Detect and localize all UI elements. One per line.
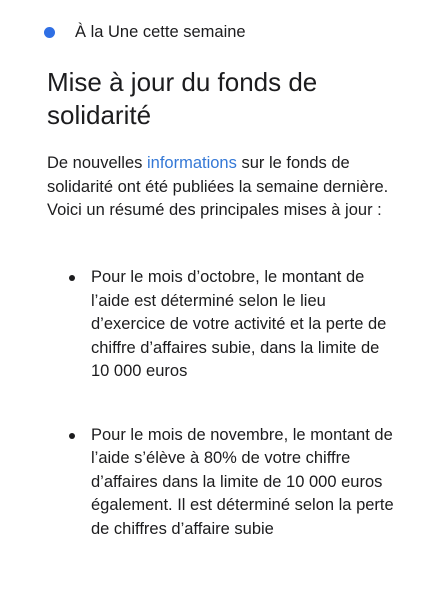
section-label: À la Une cette semaine [75, 23, 246, 41]
intro-text-start: De nouvelles [47, 154, 147, 172]
intro-text-end: sur le fonds de solidarité ont été publiées la semaine dernière. Voici un résumé des principales mises à jour : [47, 154, 389, 219]
informations-link[interactable]: informations [146, 154, 237, 172]
list-item-text: Pour le mois d’octobre, le montant de l’aide est déterminé selon le lieu d’exercice de votre activité et la perte de chiffre d’affaires subie, dans la limite de 10 000 euros [91, 268, 387, 380]
list-item [66, 424, 396, 542]
section-tag [44, 22, 246, 42]
bullet-icon [69, 433, 75, 439]
list-item-text: Pour le mois de novembre, le montant de l’aide s’élève à 80% de votre chiffre d’affaires dans la limite de 10 000 euros également. Il est déterminé selon la perte de chiffres d’affaire subie [91, 425, 394, 538]
article-intro [47, 152, 397, 223]
blue-dot-icon [44, 27, 55, 38]
updates-list [66, 266, 396, 581]
list-item [66, 266, 396, 384]
bullet-icon [69, 275, 75, 281]
article-title: Mise à jour du fonds de solidarité [47, 67, 318, 130]
